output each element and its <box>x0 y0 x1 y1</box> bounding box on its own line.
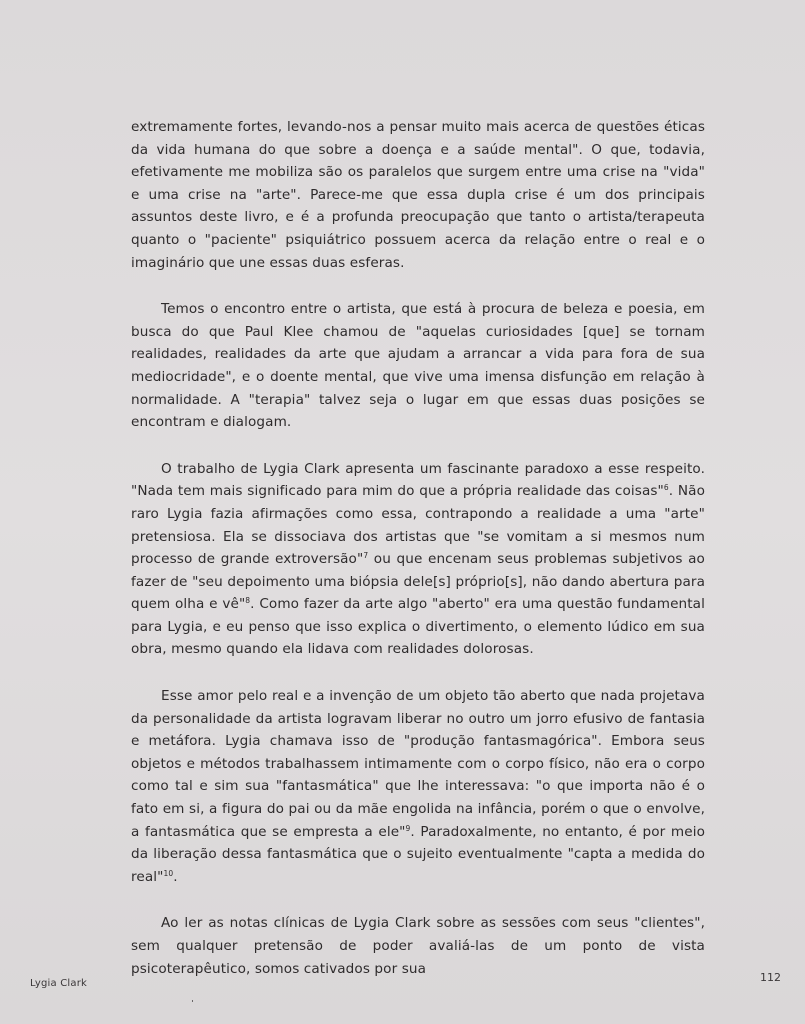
footnote-ref-8: 8 <box>245 596 251 606</box>
paragraph-1-text: extremamente fortes, levando-nos a pensar muito mais acerca de questões éticas da vida humana do que sobre a doença e a saúde mental". O que, todavia, efetivamente me mobiliza são os paralelos que surgem entre uma crise na "vida" e uma crise na "arte". Parece-me que essa dupla crise é um dos principais assuntos deste livro, e é a profunda preocupação que tanto o artista/terapeuta quanto o "paciente" psiquiátrico possuem acerca da relação entre o real e o imaginário que une essas duas esferas. <box>131 119 705 271</box>
footnote-ref-10: 10 <box>163 868 174 878</box>
running-footer-author: Lygia Clark <box>30 978 87 989</box>
paragraph-3-text-d: . Como fazer da arte algo "aberto" era uma questão fundamental para Lygia, e eu penso que isso explica o divertimento, o elemento lúdico em sua obra, mesmo quando ela lidava com realidades dolorosas. <box>131 596 705 658</box>
paragraph-3 <box>131 458 705 661</box>
footnote-ref-6: 6 <box>663 483 669 493</box>
paragraph-3-text-b: . Não raro Lygia fazia afirmações como essa, contrapondo a realidade a uma "arte" pretensiosa. Ela se dissociava dos artistas que "se vomitam a si mesmos num processo de grande extroversão" <box>131 483 705 568</box>
page-number: 112 <box>760 971 781 984</box>
paragraph-4-text-c: . <box>173 868 178 885</box>
footnote-ref-7: 7 <box>363 551 369 561</box>
paragraph-4-text-a: Esse amor pelo real e a invenção de um objeto tão aberto que nada projetava da personalidade da artista logravam liberar no outro um jorro efusivo de fantasia e metáfora. Lygia chamava isso de "produção fantasmagórica". Embora seus objetos e métodos trabalhassem intimamente com o corpo físico, não era o corpo como tal e sim sua "fantasmática" que lhe interessava: "o que importa não é o fato em si, a figura do pai ou da mãe engolida na infância, porém o que o envolve, a fantasmática que se empresta a ele" <box>131 688 705 840</box>
paragraph-3-text-c: ou que encenam seus problemas subjetivos ao fazer de "seu depoimento uma biópsia dele[s] próprio[s], não dando abertura para quem olha e vê" <box>131 551 705 613</box>
paragraph-5-text: Ao ler as notas clínicas de Lygia Clark sobre as sessões com seus "clientes", sem qualquer pretensão de poder avaliá-las de um ponto de vista psicoterapêutico, somos cativados por sua <box>131 915 705 977</box>
paragraph-1 <box>131 116 705 274</box>
paragraph-4-text-b: . Paradoxalmente, no entanto, é por meio da liberação dessa fantasmática que o sujeito eventualmente "capta a medida do real" <box>131 823 705 885</box>
paragraph-2 <box>131 298 705 434</box>
paper-speck <box>192 1000 193 1002</box>
paragraph-3-text-a: O trabalho de Lygia Clark apresenta um fascinante paradoxo a esse respeito. "Nada tem mais significado para mim do que a própria realidade das coisas" <box>131 460 705 500</box>
paragraph-2-text: Temos o encontro entre o artista, que está à procura de beleza e poesia, em busca do que Paul Klee chamou de "aquelas curiosidades [que] se tornam realidades, realidades da arte que ajudam a arrancar a vida para fora de sua mediocridade", e o doente mental, que vive uma imensa disfunção em relação à normalidade. A "terapia" talvez seja o lugar em que essas duas posições se encontram e dialogam. <box>131 301 705 431</box>
paragraph-4 <box>131 685 705 888</box>
paragraph-5 <box>131 912 705 980</box>
body-text <box>131 116 705 1004</box>
footnote-ref-9: 9 <box>405 823 411 833</box>
